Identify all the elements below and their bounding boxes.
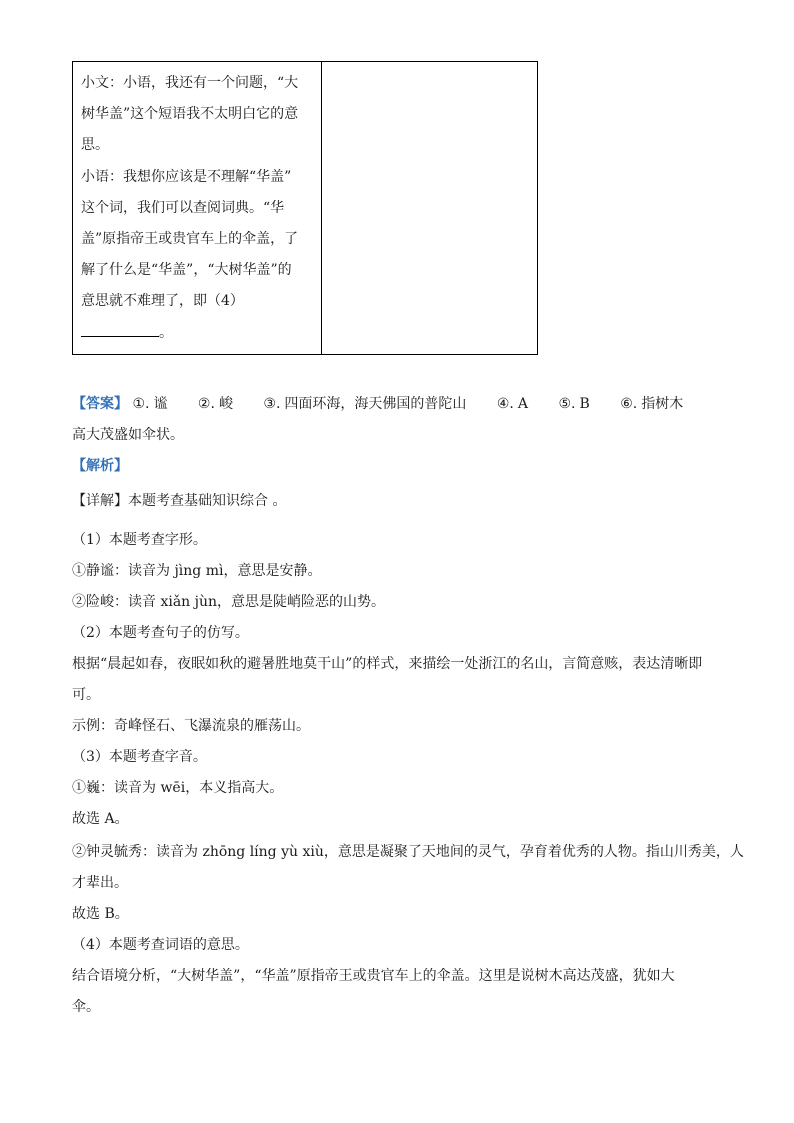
answer-item <box>497 394 528 414</box>
dialogue-line: 树华盖”这个短语我不太明白它的意 <box>81 106 299 123</box>
analysis-line: 故选 A。 <box>72 811 129 827</box>
answer-marker: ④. <box>496 396 514 412</box>
analysis-tag: 【解析】 <box>72 458 128 474</box>
table-row <box>73 62 538 355</box>
answer-tag: 【答案】 <box>72 396 128 412</box>
analysis-line: 根据“晨起如春，夜眠如秋的避暑胜地莫干山”的样式，来描绘一处浙江的名山，言简意赅，表达清晰即 <box>72 656 703 672</box>
analysis-line: ②钟灵毓秀：读音为 zhōng líng yù xiù，意思是凝聚了天地间的灵气，孕育着优秀的人物。指山川秀美，人 <box>72 844 744 860</box>
dialogue-line: 意思就不难理了，即（4） <box>81 293 244 310</box>
analysis-line: （3）本题考查字音。 <box>72 749 207 765</box>
blank-line <box>81 318 314 349</box>
analysis-line: ②险峻：读音 xiǎn jùn，意思是陡峭险恶的山势。 <box>72 594 386 610</box>
answer-text: 指树木 <box>641 396 684 412</box>
answer-marker: ⑥. <box>620 396 638 412</box>
dialogue-line: 这个词，我们可以查阅词典。“华 <box>81 199 285 216</box>
answer-marker: ②. <box>197 396 215 412</box>
answer-text: 四面环海，海天佛国的普陀山 <box>284 396 467 412</box>
answer-line <box>72 394 732 414</box>
analysis-line: 结合语境分析，“大树华盖”，“华盖”原指帝王或贵官车上的伞盖。这里是说树木高达茂盛，犹如大 <box>72 968 675 984</box>
analysis-line: （2）本题考查句子的仿写。 <box>72 625 249 641</box>
answer-text: 谧 <box>153 396 168 412</box>
analysis-line: 才辈出。 <box>72 875 128 891</box>
analysis-line: （1）本题考查字形。 <box>72 532 207 548</box>
answer-text: B <box>579 396 590 412</box>
answer-marker: ①. <box>132 396 150 412</box>
detail-tag: 【详解】 <box>72 493 128 509</box>
dialogue-line: 小文：小语，我还有一个问题，“大 <box>81 75 299 91</box>
analysis-line: 示例：奇峰怪石、飞瀑流泉的雁荡山。 <box>72 718 310 734</box>
answer-item <box>132 394 167 414</box>
analysis-line: ①巍：读音为 wēi，本义指高大。 <box>72 780 284 796</box>
analysis-line: （4）本题考查词语的意思。 <box>72 937 249 953</box>
analysis-line: 伞。 <box>72 999 100 1015</box>
answer-text: A <box>517 396 528 412</box>
blank-suffix: 。 <box>159 324 173 341</box>
analysis-line: 故选 B。 <box>72 906 129 922</box>
dialogue-table <box>72 61 538 355</box>
dialogue-line: 解了什么是“华盖”，“大树华盖”的 <box>81 262 292 279</box>
analysis-tag-line <box>72 456 732 476</box>
answer-item <box>198 394 233 414</box>
answer-item <box>620 394 683 414</box>
answer-marker: ⑤. <box>558 396 576 412</box>
dialogue-cell <box>73 62 322 355</box>
answer-continuation: 高大茂盛如伞状。 <box>72 427 184 443</box>
answer-text: 峻 <box>218 396 233 412</box>
analysis-line: ①静谧：读音为 jìng mì，意思是安静。 <box>72 563 322 579</box>
detail-line <box>72 491 732 511</box>
dialogue-line: 小语：我想你应该是不理解“华盖” <box>81 168 292 185</box>
answer-marker: ③. <box>263 396 281 412</box>
answer-blank <box>81 320 159 337</box>
dialogue-line: 思。 <box>81 137 109 154</box>
detail-text: 本题考查基础知识综合 。 <box>128 493 287 509</box>
answer-item <box>558 394 589 414</box>
analysis-line: 可。 <box>72 687 100 703</box>
empty-cell <box>322 62 538 355</box>
dialogue-line: 盖”原指帝王或贵官车上的伞盖，了 <box>81 231 299 248</box>
answer-item <box>263 394 466 414</box>
